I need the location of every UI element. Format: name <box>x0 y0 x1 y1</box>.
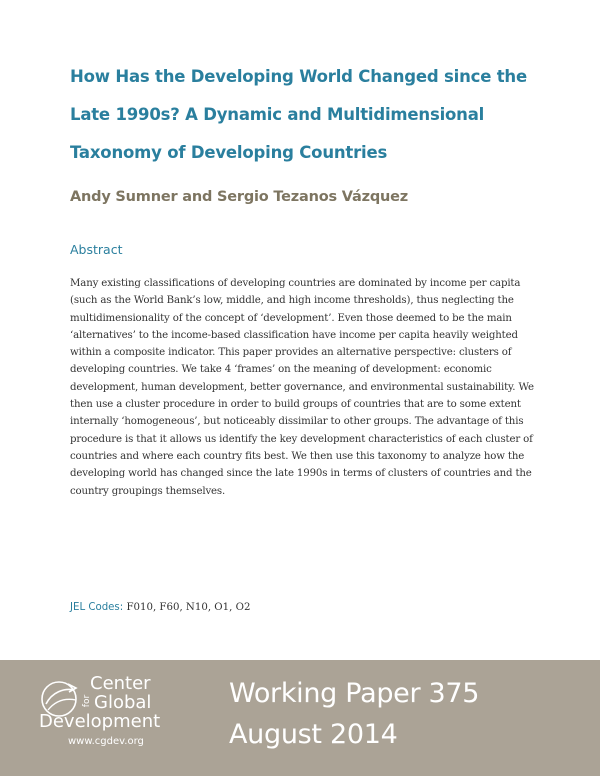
logo-development-text: Development <box>39 711 161 732</box>
working-paper-number: Working Paper 375 <box>229 678 480 709</box>
cgd-logo <box>34 674 194 764</box>
logo-global-text: Global <box>94 692 152 713</box>
logo-url: www.cgdev.org <box>68 736 144 747</box>
logo-center-text: Center <box>90 673 151 694</box>
jel-codes: F010, F60, N10, O1, O2 <box>126 602 251 613</box>
working-paper-date: August 2014 <box>229 719 398 750</box>
paper-title: How Has the Developing World Changed since the Late 1990s? A Dynamic and Multidimensional Taxonomy of Developing Countries <box>70 67 527 162</box>
jel-codes-line <box>70 602 250 613</box>
paper-authors: Andy Sumner and Sergio Tezanos Vázquez <box>70 189 408 205</box>
abstract-heading: Abstract <box>70 242 123 257</box>
logo-for-text: for <box>82 694 93 708</box>
abstract-text: Many existing classifications of developing countries are dominated by income per capita (such as the World Bank’s low, middle, and high income thresholds), thus neglecting the multidimensionality of the concept of ‘development’. Even those deemed to be the main ‘alternatives’ to the income-based classification have income per capita heavily weighted within a composite indicator. This paper provides an alternative perspective: clusters of developing countries. We take 4 ‘frames’ on the meaning of development: economic development, human development, better governance, and environmental sustainability. We then use a cluster procedure in order to build groups of countries that are to some extent internally ‘homogeneous’, but noticeably dissimilar to other groups. The advantage of this procedure is that it allows us identify the key development characteristics of each cluster of countries and where each country fits best. We then use this taxonomy to analyze how the developing world has changed since the late 1990s in terms of clusters of countries and the country groupings themselves. <box>70 278 534 497</box>
jel-label: JEL Codes: <box>70 602 124 613</box>
